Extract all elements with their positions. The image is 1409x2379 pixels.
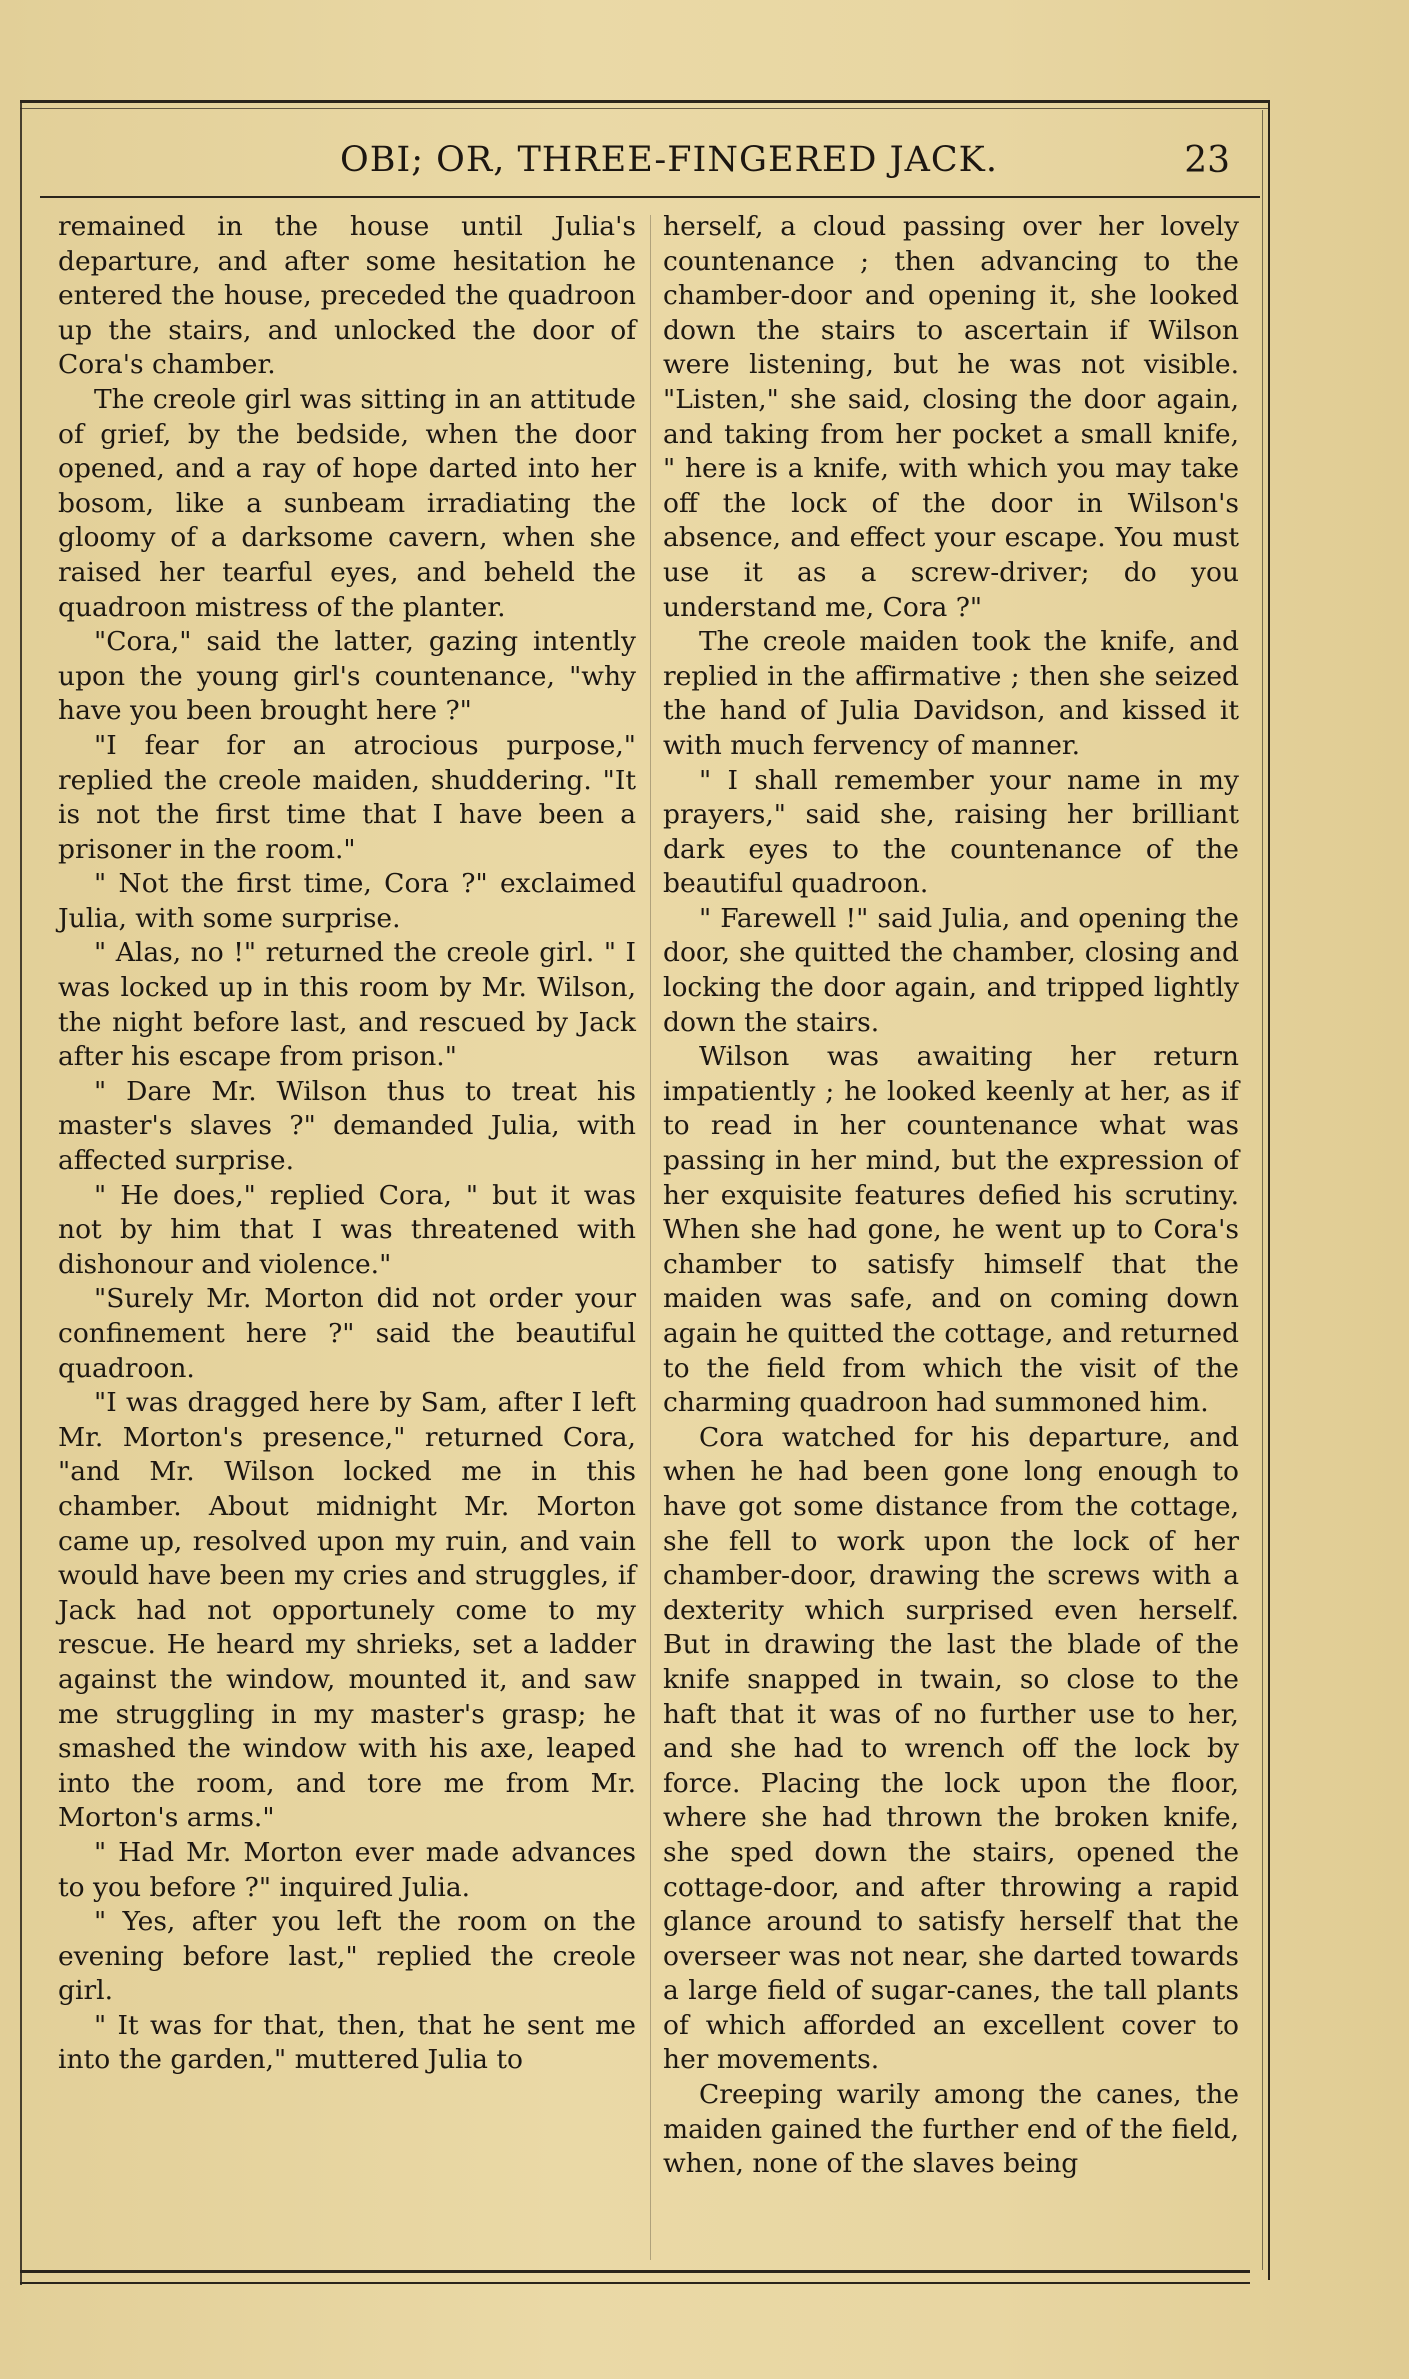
paragraph: "I fear for an atrocious purpose," replied the creole maiden, shuddering. "It is not the first time that I have been a prisoner in the room." xyxy=(58,729,636,865)
paragraph: Creeping warily among the canes, the maiden gained the further end of the field, when, none of the slaves being xyxy=(663,2079,1239,2180)
left-column xyxy=(58,210,636,2078)
paragraph: " Alas, no !" returned the creole girl. " I was locked up in this room by Mr. Wilson, the night before last, and rescued by Jack after his escape from prison." xyxy=(58,937,636,1073)
paragraph: Cora watched for his departure, and when he had been gone long enough to have got some distance from the cottage, she fell to work upon the lock of her chamber-door, drawing the screws with a dexterity which surprised even herself. But in drawing the last the blade of the knife snapped in twain, so close to the haft that it was of no further use to her, and she had to wrench off the lock by force. Placing the lock upon the floor, where she had thrown the broken knife, she sped down the stairs, opened the cottage-door, and after throwing a rapid glance around to satisfy herself that the overseer was not near, she darted towards a large field of sugar-canes, the tall plants of which afforded an excellent cover to her movements. xyxy=(663,1421,1239,2076)
header-rule xyxy=(40,196,1260,198)
paragraph: "I was dragged here by Sam, after I left Mr. Morton's presence," returned Cora, "and Mr. Wilson locked me in this chamber. About midnight Mr. Morton came up, resolved upon my ruin, and vain would have been my cries and struggles, if Jack had not opportunely come to my rescue. He heard my shrieks, set a ladder against the window, mounted it, and saw me struggling in my master's grasp; he smashed the window with his axe, leaped into the room, and tore me from Mr. Morton's arms." xyxy=(58,1387,636,1834)
paragraph: The creole maiden took the knife, and replied in the affirmative ; then she seized the hand of Julia Davidson, and kissed it with much fervency of manner. xyxy=(663,626,1239,761)
paragraph: "Cora," said the latter, gazing intently upon the young girl's countenance, "why have you been brought here ?" xyxy=(58,626,636,727)
page-number: 23 xyxy=(1184,140,1230,181)
paragraph: " Farewell !" said Julia, and opening the door, she quitted the chamber, closing and locking the door again, and tripped lightly down the stairs. xyxy=(663,902,1239,1038)
paragraph: "Surely Mr. Morton did not order your confinement here ?" said the beautiful quadroon. xyxy=(58,1283,636,1384)
paragraph: The creole girl was sitting in an attitude of grief, by the bedside, when the door opened, and a ray of hope darted into her bosom, like a sunbeam irradiating the gloomy of a darksome cavern, when she raised her tearful eyes, and beheld the quadroon mistress of the planter. xyxy=(58,383,636,623)
paragraph: " Not the first time, Cora ?" exclaimed Julia, with some surprise. xyxy=(58,868,636,934)
paragraph: " It was for that, then, that he sent me into the garden," muttered Julia to xyxy=(58,2009,636,2076)
paragraph: herself, a cloud passing over her lovely countenance ; then advancing to the chamber-door and opening it, she looked down the stairs to ascertain if Wilson were listening, but he was not visible. "Listen," she said, closing the door again, and taking from her pocket a small knife, " here is a knife, with which you may take off the lock of the door in Wilson's absence, and effect your escape. You must use it as a screw-driver; do you understand me, Cora ?" xyxy=(663,211,1239,623)
paragraph: " Had Mr. Morton ever made advances to you before ?" inquired Julia. xyxy=(58,1836,636,1903)
running-head xyxy=(50,128,1260,188)
running-title: OBI; OR, THREE-FINGERED JACK. xyxy=(340,140,998,180)
left-border xyxy=(20,100,22,2285)
top-rule-thin xyxy=(20,108,1270,109)
paragraph: " I shall remember your name in my prayers," said she, raising her brilliant dark eyes to the countenance of the beautiful quadroon. xyxy=(663,764,1239,900)
right-border-inner xyxy=(1262,110,1263,2270)
right-border xyxy=(1268,100,1270,2280)
paragraph: remained in the house until Julia's departure, and after some hesitation he entered the house, preceded the quadroon up the stairs, and unlocked the door of Cora's chamber. xyxy=(58,211,636,381)
bottom-rule-lower xyxy=(20,2282,1250,2284)
paragraph: " Yes, after you left the room on the evening before last," replied the creole girl. xyxy=(58,1906,636,2007)
column-divider xyxy=(650,215,651,2260)
paragraph: " Dare Mr. Wilson thus to treat his master's slaves ?" demanded Julia, with affected surprise. xyxy=(58,1075,636,1177)
paragraph: Wilson was awaiting her return impatiently ; he looked keenly at her, as if to read in her countenance what was passing in her mind, but the expression of her exquisite features defied his scrutiny. When she had gone, he went up to Cora's chamber to satisfy himself that the maiden was safe, and on coming down again he quitted the cottage, and returned to the field from which the visit of the charming quadroon had summoned him. xyxy=(663,1041,1239,1419)
bottom-rule xyxy=(20,2270,1250,2273)
top-rule xyxy=(20,100,1270,103)
right-column xyxy=(663,210,1239,2182)
paragraph: " He does," replied Cora, " but it was not by him that I was threatened with dishonour and violence." xyxy=(58,1179,636,1280)
